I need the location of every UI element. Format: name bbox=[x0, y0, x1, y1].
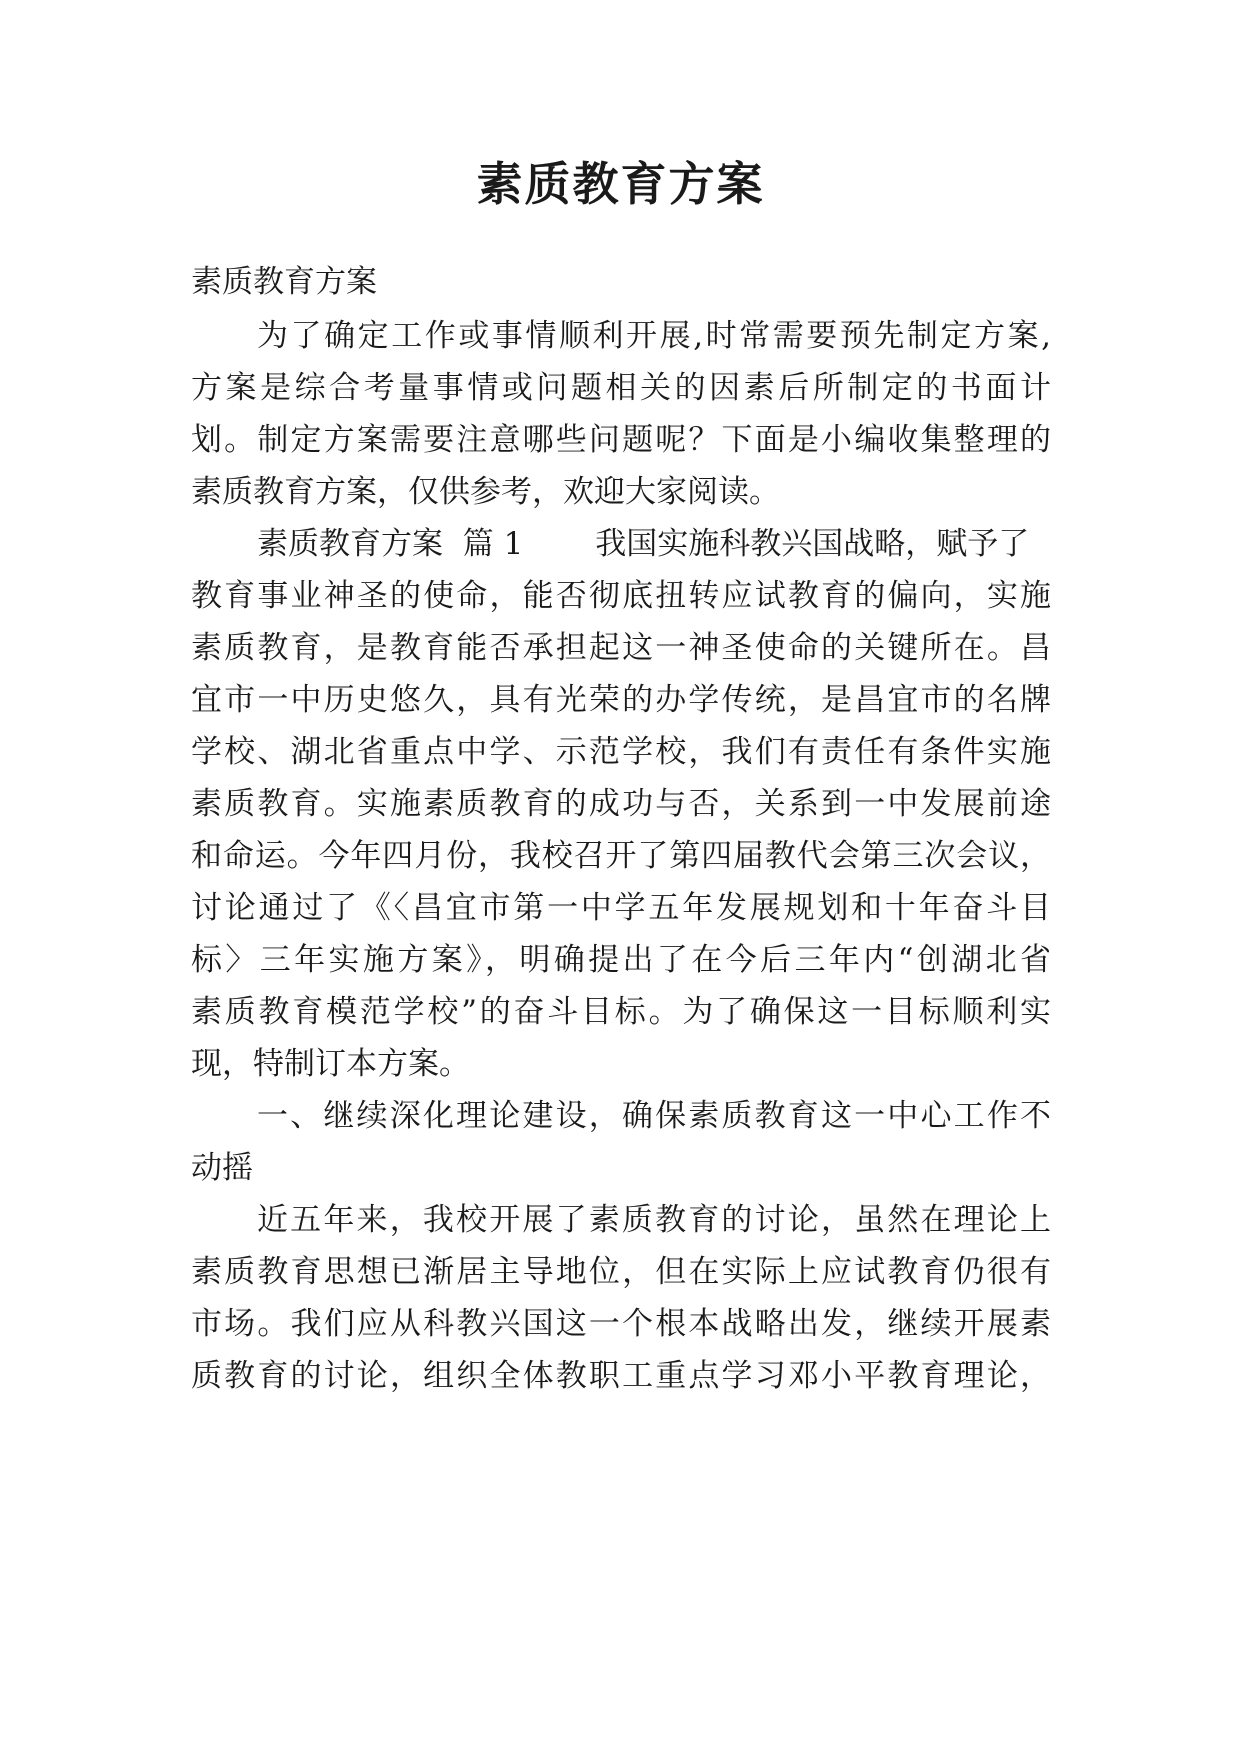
subheading-line: 动摇 bbox=[191, 1150, 253, 1186]
body-line: 素质教育思想已渐居主导地位，但在实际上应试教育仍很有 bbox=[191, 1254, 1051, 1290]
intro-heading: 素质教育方案 bbox=[191, 264, 377, 300]
body-line: 标〉三年实施方案》，明确提出了在今后三年内“创湖北省 bbox=[191, 942, 1051, 978]
body-line: 素质教育。实施素质教育的成功与否，关系到一中发展前途 bbox=[191, 786, 1051, 822]
body-line: 素质教育模范学校”的奋斗目标。为了确保这一目标顺利实 bbox=[191, 994, 1051, 1030]
body-line: 市场。我们应从科教兴国这一个根本战略出发，继续开展素 bbox=[191, 1306, 1051, 1342]
body-line: 和命运。今年四月份，我校召开了第四届教代会第三次会议， bbox=[191, 838, 1051, 874]
section-first-text: 我国实施科教兴国战略，赋予了 bbox=[595, 526, 1030, 562]
body-line: 划。制定方案需要注意哪些问题呢？下面是小编收集整理的 bbox=[191, 422, 1051, 458]
body-line: 素质教育，是教育能否承担起这一神圣使命的关键所在。昌 bbox=[191, 630, 1051, 666]
body-line: 宜市一中历史悠久，具有光荣的办学传统，是昌宜市的名牌 bbox=[191, 682, 1051, 718]
body-line: 方案是综合考量事情或问题相关的因素后所制定的书面计 bbox=[191, 370, 1051, 406]
body-line: 讨论通过了《〈昌宜市第一中学五年发展规划和十年奋斗目 bbox=[191, 890, 1051, 926]
body-line: 素质教育方案，仅供参考，欢迎大家阅读。 bbox=[191, 474, 780, 510]
section-label: 素质教育方案 bbox=[257, 526, 443, 562]
body-line: 现，特制订本方案。 bbox=[191, 1046, 470, 1082]
body-line: 质教育的讨论，组织全体教职工重点学习邓小平教育理论， bbox=[191, 1358, 1051, 1394]
section-number: 篇 1 bbox=[462, 526, 524, 562]
body-line: 学校、湖北省重点中学、示范学校，我们有责任有条件实施 bbox=[191, 734, 1051, 770]
body-line: 近五年来，我校开展了素质教育的讨论，虽然在理论上 bbox=[257, 1202, 1051, 1238]
subheading-line: 一、继续深化理论建设，确保素质教育这一中心工作不 bbox=[257, 1098, 1051, 1134]
document-title: 素质教育方案 bbox=[476, 157, 765, 211]
body-line: 教育事业神圣的使命，能否彻底扭转应试教育的偏向，实施 bbox=[191, 578, 1051, 614]
section-heading-line bbox=[257, 514, 1051, 574]
body-line: 为了确定工作或事情顺利开展,时常需要预先制定方案, bbox=[257, 318, 1051, 354]
